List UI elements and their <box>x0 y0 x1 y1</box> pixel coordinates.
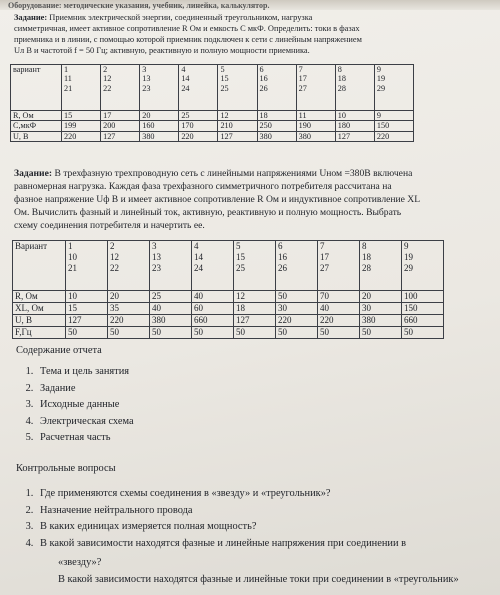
value-cell: 150 <box>374 121 413 131</box>
variant-number: 8 <box>362 241 367 251</box>
value-cell: 9 <box>374 111 413 121</box>
value-cell: 100 <box>402 291 444 303</box>
value-cell: 50 <box>276 291 318 303</box>
variant-header-cell <box>150 241 192 291</box>
variant-header-cell <box>192 241 234 291</box>
value-cell: 220 <box>276 315 318 327</box>
value-cell: 25 <box>179 111 218 121</box>
report-items-list <box>14 364 134 447</box>
variant-number: 17 <box>320 252 329 262</box>
value-cell: 50 <box>66 327 108 339</box>
variant-number: 3 <box>152 241 157 251</box>
variant-number: 14 <box>181 74 190 84</box>
value-cell: 127 <box>101 131 140 141</box>
value-cell: 11 <box>296 111 335 121</box>
variant-header-cell <box>360 241 402 291</box>
variant-header-cell <box>276 241 318 291</box>
value-cell: 127 <box>218 131 257 141</box>
value-cell: 380 <box>150 315 192 327</box>
variant-number: 29 <box>376 83 386 93</box>
variant-number: 13 <box>152 252 161 262</box>
table-row <box>13 291 444 303</box>
value-cell: 40 <box>192 291 234 303</box>
task1-label: Задание: <box>14 13 48 22</box>
variant-number: 22 <box>110 263 119 273</box>
value-cell: 660 <box>192 315 234 327</box>
value-cell: 220 <box>108 315 150 327</box>
variant-number: 7 <box>320 241 325 251</box>
question-item: 1. Где применяются схемы соединения в «звезду» и «треугольник»? <box>36 486 406 503</box>
value-cell: 35 <box>108 303 150 315</box>
variant-number: 27 <box>298 83 307 93</box>
value-cell: 12 <box>234 291 276 303</box>
task2-line1 <box>14 168 412 180</box>
variant-header-cell <box>234 241 276 291</box>
value-cell: 210 <box>218 121 257 131</box>
row-label: R, Ом <box>11 111 62 121</box>
variant-header-cell <box>101 65 140 111</box>
value-cell: 380 <box>257 131 296 141</box>
task1-line2: симметричная, имеет активное сопротивление R Ом и емкость C мкФ. Определить: токи в фазах <box>14 24 360 33</box>
task2-variant-table <box>12 240 444 339</box>
value-cell: 380 <box>296 131 335 141</box>
value-cell: 40 <box>150 303 192 315</box>
row-label: F,Гц <box>13 327 66 339</box>
value-cell: 50 <box>150 327 192 339</box>
row-label: R, Ом <box>13 291 66 303</box>
value-cell: 10 <box>66 291 108 303</box>
row-label: U, В <box>11 131 62 141</box>
variant-number: 12 <box>103 74 112 84</box>
value-cell: 50 <box>234 327 276 339</box>
value-cell: 25 <box>150 291 192 303</box>
task1-line4: Uл В и частотой f = 50 Гц; активную, реактивную и полную мощности приемника. <box>14 46 310 55</box>
variant-number: 28 <box>337 83 346 93</box>
variant-number: 17 <box>298 74 307 84</box>
variant-number: 2 <box>103 65 108 74</box>
value-cell: 220 <box>318 315 360 327</box>
task2-line2: равномерная нагрузка. Каждая фаза трехфазного симметричного потребителя рассчитана на <box>14 181 392 192</box>
variant-number: 28 <box>362 263 371 273</box>
report-item: 4. Электрическая схема <box>36 414 134 431</box>
variant-number: 25 <box>220 83 229 93</box>
variant-header-cell <box>374 65 413 111</box>
variant-number: 23 <box>142 83 151 93</box>
value-cell: 380 <box>360 315 402 327</box>
value-cell: 12 <box>218 111 257 121</box>
variant-number: 22 <box>103 83 112 93</box>
variant-number: 2 <box>110 241 115 251</box>
question-item: 4. В какой зависимости находятся фазные и линейные напряжения при соединении в <box>36 536 406 553</box>
variant-number: 1 <box>64 65 69 74</box>
variant-number: 5 <box>236 241 241 251</box>
row-label: С,мкФ <box>11 121 62 131</box>
variant-number: 27 <box>320 263 329 273</box>
value-cell: 30 <box>360 303 402 315</box>
row-label: U, В <box>13 315 66 327</box>
variant-header-cell <box>179 65 218 111</box>
variant-number: 3 <box>142 65 147 74</box>
value-cell: 50 <box>360 327 402 339</box>
variant-number: 1 <box>68 241 73 251</box>
variant-number: 15 <box>236 252 245 262</box>
value-cell: 50 <box>108 327 150 339</box>
variant-header-cell <box>108 241 150 291</box>
task1-line1 <box>14 13 312 23</box>
variant-number: 26 <box>278 263 287 273</box>
variant-number: 29 <box>404 263 413 273</box>
variant-header-cell <box>66 241 108 291</box>
value-cell: 70 <box>318 291 360 303</box>
variant-number: 25 <box>236 263 245 273</box>
variant-header-cell <box>296 65 335 111</box>
value-cell: 20 <box>108 291 150 303</box>
value-cell: 199 <box>62 121 101 131</box>
variant-number: 26 <box>259 83 268 93</box>
variant-number: 9 <box>404 241 409 251</box>
task2-text1: В трехфазную трехпроводную сеть с линейными напряжениями Uном =380В включена <box>54 168 413 179</box>
value-cell: 15 <box>62 111 101 121</box>
question-item: 3. В каких единицах измеряется полная мощность? <box>36 519 406 536</box>
value-cell: 190 <box>296 121 335 131</box>
variant-header-cell <box>140 65 179 111</box>
value-cell: 250 <box>257 121 296 131</box>
value-cell: 50 <box>276 327 318 339</box>
variant-number: 8 <box>337 65 342 74</box>
row-label: XL, Ом <box>13 303 66 315</box>
table-row <box>11 111 414 121</box>
table-row <box>13 327 444 339</box>
variant-number: 4 <box>181 65 186 74</box>
value-cell: 20 <box>360 291 402 303</box>
report-item: 3. Исходные данные <box>36 397 134 414</box>
variant-number: 15 <box>220 74 229 84</box>
variant-number: 21 <box>68 263 77 273</box>
report-title: Содержание отчета <box>16 345 102 356</box>
value-cell: 10 <box>335 111 374 121</box>
value-cell: 20 <box>140 111 179 121</box>
variant-number: 13 <box>142 74 151 84</box>
variant-number: 5 <box>220 65 225 74</box>
value-cell: 200 <box>101 121 140 131</box>
variant-number: 6 <box>259 65 264 74</box>
variant-number: 24 <box>181 83 190 93</box>
variant-number: 16 <box>259 74 268 84</box>
value-cell: 15 <box>66 303 108 315</box>
variant-number: 10 <box>68 252 77 262</box>
value-cell: 127 <box>335 131 374 141</box>
variant-number: 7 <box>298 65 303 74</box>
variant-number: 21 <box>64 83 73 93</box>
variant-number: 24 <box>194 263 203 273</box>
value-cell: 50 <box>192 327 234 339</box>
variant-number: 9 <box>376 65 381 74</box>
value-cell: 170 <box>179 121 218 131</box>
task1-text1: Приемник электрической энергии, соединенный треугольником, нагрузка <box>49 13 313 22</box>
variant-number: 19 <box>376 74 386 84</box>
value-cell: 127 <box>234 315 276 327</box>
value-cell: 150 <box>402 303 444 315</box>
value-cell: 18 <box>257 111 296 121</box>
value-cell: 127 <box>66 315 108 327</box>
table-row <box>11 131 414 141</box>
task1-variant-table <box>10 64 414 142</box>
value-cell: 220 <box>374 131 413 141</box>
table-row <box>13 303 444 315</box>
variant-header-cell <box>257 65 296 111</box>
variant-number: 4 <box>194 241 199 251</box>
value-cell: 18 <box>234 303 276 315</box>
value-cell: 50 <box>318 327 360 339</box>
questions-title: Контрольные вопросы <box>16 463 116 474</box>
value-cell: 180 <box>335 121 374 131</box>
table1-variant-header: вариант <box>11 65 62 111</box>
variant-number: 18 <box>337 74 346 84</box>
value-cell: 660 <box>402 315 444 327</box>
variant-header-cell <box>318 241 360 291</box>
variant-number: 11 <box>64 74 72 84</box>
variant-number: 18 <box>362 252 371 262</box>
value-cell: 220 <box>62 131 101 141</box>
report-item: 1. Тема и цель занятия <box>36 364 134 381</box>
value-cell: 60 <box>192 303 234 315</box>
questions-list <box>14 486 406 552</box>
value-cell: 40 <box>318 303 360 315</box>
task2-line5: схему соединения потребителя и начертить ее. <box>14 220 205 231</box>
task1-line3: приемника и в линии, с помощью которой приемник подключен к сети с линейным напряжением <box>14 35 362 44</box>
value-cell: 220 <box>179 131 218 141</box>
table-row <box>11 121 414 131</box>
equipment-line: Оборудование: методические указания, учебник, линейка, калькулятор. <box>8 1 270 10</box>
question-continuation: «звезду»? <box>58 557 102 568</box>
variant-number: 14 <box>194 252 203 262</box>
variant-header-cell <box>335 65 374 111</box>
question-item-5: В какой зависимости находятся фазные и линейные токи при соединении в «треугольник» <box>58 574 459 585</box>
table-row <box>13 315 444 327</box>
variant-number: 19 <box>404 252 413 262</box>
table2-variant-header: Вариант <box>13 241 66 291</box>
task2-line4: Ом. Вычислить фазный и линейный ток, активную, реактивную и полную мощность. Выбрать <box>14 207 402 218</box>
task2-label: Задание: <box>14 168 53 179</box>
variant-number: 16 <box>278 252 287 262</box>
variant-number: 6 <box>278 241 283 251</box>
value-cell: 160 <box>140 121 179 131</box>
question-item: 2. Назначение нейтрального провода <box>36 503 406 520</box>
variant-number: 23 <box>152 263 161 273</box>
variant-header-cell <box>402 241 444 291</box>
value-cell: 30 <box>276 303 318 315</box>
variant-header-cell <box>62 65 101 111</box>
value-cell: 380 <box>140 131 179 141</box>
value-cell: 50 <box>402 327 444 339</box>
report-item: 5. Расчетная часть <box>36 430 134 447</box>
report-item: 2. Задание <box>36 381 134 398</box>
value-cell: 17 <box>101 111 140 121</box>
task2-line3: фазное напряжение Uф В и имеет активное сопротивление R Ом и индуктивное сопротивление XL <box>14 194 421 205</box>
variant-number: 12 <box>110 252 119 262</box>
variant-header-cell <box>218 65 257 111</box>
